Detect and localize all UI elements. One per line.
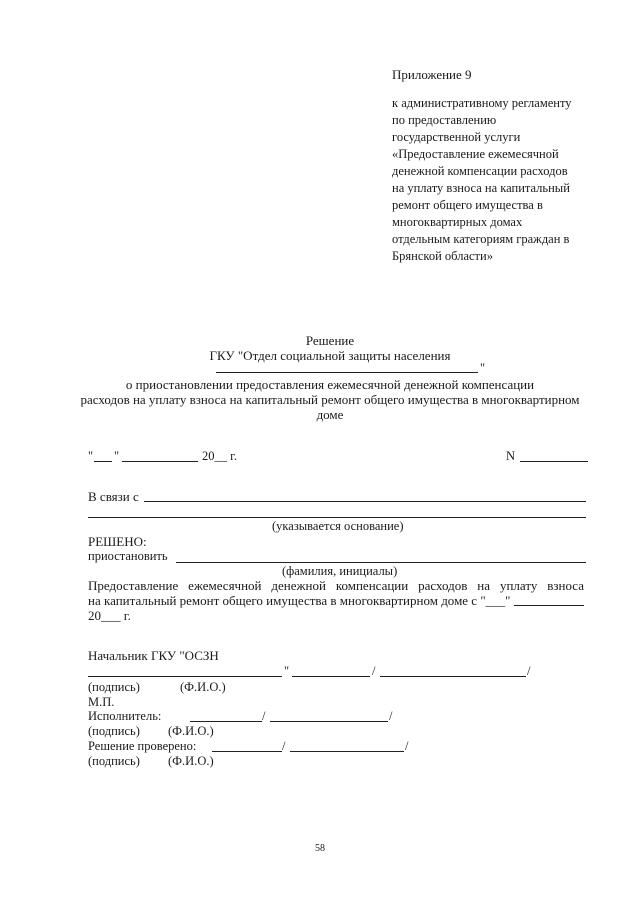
sign-hint: (подпись) xyxy=(88,724,140,738)
head-fio-line xyxy=(380,676,526,677)
sign-hint: (подпись) xyxy=(88,754,140,768)
head-label: Начальник ГКУ "ОСЗН xyxy=(88,648,219,663)
head-quote: " xyxy=(284,664,290,678)
checked-fio-line xyxy=(290,751,404,752)
executor-slash: / xyxy=(262,709,266,723)
checked-slash-end: / xyxy=(405,739,409,753)
number-label: N xyxy=(506,449,516,463)
sign-hint: (подпись) xyxy=(88,680,140,694)
fio-hint: (Ф.И.О.) xyxy=(168,724,214,738)
executor-slash-end: / xyxy=(389,709,393,723)
org-name-line xyxy=(216,372,478,373)
year-text: 20__ г. xyxy=(202,449,237,463)
name-hint: (фамилия, инициалы) xyxy=(282,564,398,578)
basis-label: В связи с xyxy=(88,489,139,504)
head-signature-line xyxy=(292,676,370,677)
day-line xyxy=(94,461,112,462)
executor-fio-line xyxy=(270,721,388,722)
appendix-line: к административному регламенту xyxy=(392,96,572,110)
appendix-line: денежной компенсации расходов xyxy=(392,164,568,178)
suspend-label: приостановить xyxy=(88,549,168,563)
decision-title: Решение xyxy=(305,333,355,348)
appendix-line: государственной услуги xyxy=(392,130,521,144)
executor-signature-line xyxy=(190,721,262,722)
date-line xyxy=(514,605,584,606)
decision-org: ГКУ "Отдел социальной защиты населения xyxy=(209,348,451,363)
executor-label: Исполнитель: xyxy=(88,709,162,723)
resolution-paragraph-line: 20___ г. xyxy=(88,608,131,623)
name-line xyxy=(176,562,586,563)
head-slash-end: / xyxy=(527,664,531,678)
stamp-label: М.П. xyxy=(88,695,115,709)
head-slash: / xyxy=(372,664,376,678)
month-line xyxy=(122,461,198,462)
basis-hint: (указывается основание) xyxy=(272,519,404,533)
head-org-line xyxy=(88,676,282,677)
checked-slash: / xyxy=(282,739,286,753)
resolution-paragraph-line: Предоставление ежемесячной денежной компенсации расходов на уплату взноса xyxy=(88,578,584,593)
checked-signature-line xyxy=(212,751,282,752)
appendix-line: многоквартирных домах xyxy=(392,215,523,229)
checked-label: Решение проверено: xyxy=(88,739,197,753)
fio-hint: (Ф.И.О.) xyxy=(168,754,214,768)
basis-line xyxy=(144,501,586,502)
appendix-line: «Предоставление ежемесячной xyxy=(392,147,559,161)
appendix-line: отдельным категориям граждан в xyxy=(392,232,570,246)
decision-subject-line: расходов на уплату взноса на капитальный ремонт общего имущества в многоквартирном xyxy=(80,392,580,407)
number-line xyxy=(520,461,588,462)
org-quote-close: " xyxy=(480,361,486,375)
appendix-line: Брянской области» xyxy=(392,249,493,263)
appendix-line: по предоставлению xyxy=(392,113,497,127)
decision-subject-line: доме xyxy=(316,407,344,422)
appendix-title: Приложение 9 xyxy=(392,67,472,82)
date-mid-quote: " xyxy=(114,449,120,463)
basis-line-2 xyxy=(88,517,586,518)
appendix-line: на уплату взноса на капитальный xyxy=(392,181,570,195)
date-open-quote: " xyxy=(88,449,94,463)
resolved-title: РЕШЕНО: xyxy=(88,534,147,549)
decision-subject-line: о приостановлении предоставления ежемесячной денежной компенсации xyxy=(125,377,535,392)
page-number: 58 xyxy=(315,843,325,854)
appendix-line: ремонт общего имущества в xyxy=(392,198,543,212)
resolution-paragraph-line: на капитальный ремонт общего имущества в многоквартирном доме с "___" xyxy=(88,593,511,608)
fio-hint: (Ф.И.О.) xyxy=(180,680,226,694)
